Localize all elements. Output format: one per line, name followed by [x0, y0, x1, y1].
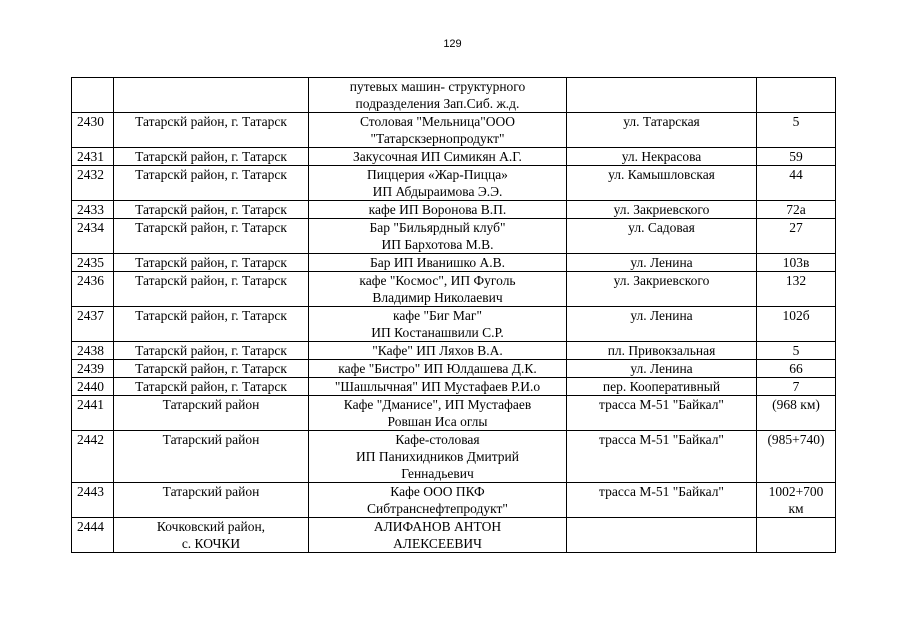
district-cell — [114, 113, 309, 148]
entry-number-cell — [72, 518, 114, 553]
street-cell — [567, 431, 757, 483]
district-line: Татарский район — [162, 432, 260, 447]
district-cell — [114, 396, 309, 431]
establishment-line: ИП Бархотова М.В. — [381, 237, 494, 252]
house-number-line — [759, 78, 833, 95]
establishment-line: Ровшан Иса оглы — [387, 414, 488, 429]
street-line: пл. Привокзальная — [607, 343, 716, 358]
establishment-line: Кафе-столовая — [395, 432, 480, 447]
establishment-line: Закусочная ИП Симикян А.Г. — [353, 149, 522, 164]
street-line: ул. Некрасова — [621, 149, 702, 164]
table-row — [72, 431, 836, 483]
entry-number: 2441 — [77, 397, 104, 412]
district-cell — [114, 342, 309, 360]
table-row — [72, 201, 836, 219]
table-row — [72, 166, 836, 201]
district-cell — [114, 166, 309, 201]
entry-number: 2432 — [77, 167, 104, 182]
house-number-cell — [757, 166, 836, 201]
establishment-line: ИП Панихидников Дмитрий — [356, 449, 519, 464]
table-row — [72, 148, 836, 166]
district-line: Татарскй район, г. Татарск — [135, 220, 287, 235]
district-line: Татарскй район, г. Татарск — [135, 114, 287, 129]
establishment-cell — [309, 483, 567, 518]
entry-number: 2431 — [77, 149, 104, 164]
establishment-cell — [309, 342, 567, 360]
establishment-line: Столовая "Мельница"ООО — [359, 114, 516, 129]
house-number-line: 1002+700 — [768, 484, 824, 499]
establishment-cell — [309, 378, 567, 396]
house-number-line: (968 км) — [772, 397, 820, 412]
entry-number: 2440 — [77, 379, 104, 394]
entry-number: 2430 — [77, 114, 104, 129]
street-cell — [567, 254, 757, 272]
district-line — [116, 78, 306, 95]
street-line: ул. Ленина — [630, 255, 693, 270]
street-line: ул. Садовая — [628, 220, 695, 235]
house-number-cell — [757, 254, 836, 272]
establishment-cell — [309, 431, 567, 483]
house-number-cell — [757, 219, 836, 254]
house-number-line: км — [788, 501, 804, 516]
house-number-line: 72а — [786, 202, 806, 217]
establishment-line: кафе ИП Воронова В.П. — [368, 202, 507, 217]
house-number-line: 102б — [782, 308, 810, 323]
house-number-cell — [757, 148, 836, 166]
establishment-cell — [309, 201, 567, 219]
street-line: ул. Закриевского — [613, 273, 710, 288]
street-line: ул. Татарская — [623, 114, 700, 129]
street-line: трасса М-51 "Байкал" — [599, 432, 724, 447]
district-cell — [114, 254, 309, 272]
entry-number-cell — [72, 148, 114, 166]
establishment-line: ИП Абдыраимова Э.Э. — [372, 184, 503, 199]
entry-number-cell — [72, 166, 114, 201]
district-line: Татарскй район, г. Татарск — [135, 343, 287, 358]
street-cell — [567, 518, 757, 553]
district-line: Татарскй район, г. Татарск — [135, 149, 287, 164]
establishment-cell — [309, 396, 567, 431]
entry-number: 2435 — [77, 255, 104, 270]
entry-number-cell — [72, 396, 114, 431]
establishment-line: ИП Костанашвили С.Р. — [371, 325, 504, 340]
establishment-line: Кафе ООО ПКФ — [390, 484, 485, 499]
district-cell — [114, 360, 309, 378]
district-cell — [114, 307, 309, 342]
district-line: Татарскй район, г. Татарск — [135, 379, 287, 394]
house-number-cell — [757, 378, 836, 396]
street-line: пер. Кооперативный — [602, 379, 721, 394]
district-cell — [114, 78, 309, 113]
establishment-cell — [309, 219, 567, 254]
entry-number: 2433 — [77, 202, 104, 217]
entry-number-cell — [72, 219, 114, 254]
table-row — [72, 378, 836, 396]
table-row — [72, 518, 836, 553]
house-number-cell — [757, 272, 836, 307]
table-row — [72, 396, 836, 431]
street-line: трасса М-51 "Байкал" — [599, 484, 724, 499]
street-line: ул. Ленина — [630, 308, 693, 323]
district-line: Татарскй район, г. Татарск — [135, 361, 287, 376]
establishment-line: Владимир Николаевич — [372, 290, 503, 305]
street-cell — [567, 78, 757, 113]
house-number-line: 5 — [792, 343, 800, 358]
street-line: ул. Ленина — [630, 361, 693, 376]
entry-number: 2436 — [77, 273, 104, 288]
register-body — [72, 78, 836, 553]
district-line: Татарскй район, г. Татарск — [135, 202, 287, 217]
district-cell — [114, 378, 309, 396]
house-number-line: 5 — [792, 114, 800, 129]
establishment-cell — [309, 360, 567, 378]
establishment-line: Пиццерия «Жар-Пицца» — [367, 167, 508, 182]
district-cell — [114, 201, 309, 219]
district-cell — [114, 148, 309, 166]
entry-number: 2444 — [77, 519, 104, 534]
house-number-line: 66 — [789, 361, 803, 376]
entry-number-cell — [72, 201, 114, 219]
table-row — [72, 360, 836, 378]
entry-number: 2438 — [77, 343, 104, 358]
page-number: 129 — [443, 38, 462, 50]
street-line — [569, 78, 754, 95]
establishment-cell — [309, 166, 567, 201]
street-cell — [567, 219, 757, 254]
house-number-line — [759, 518, 833, 535]
street-cell — [567, 342, 757, 360]
establishment-line: Бар ИП Иванишко А.В. — [369, 255, 506, 270]
establishment-line: АЛИФАНОВ АНТОН — [373, 519, 502, 534]
establishment-cell — [309, 254, 567, 272]
district-cell — [114, 518, 309, 553]
house-number-line: 44 — [789, 167, 803, 182]
establishment-line: Бар "Бильярдный клуб" — [369, 220, 506, 235]
establishment-cell — [309, 272, 567, 307]
house-number-line: (985+740) — [767, 432, 825, 447]
entry-number-cell — [72, 272, 114, 307]
district-line: Татарскй район, г. Татарск — [135, 167, 287, 182]
street-line: ул. Закриевского — [613, 202, 710, 217]
house-number-cell — [757, 483, 836, 518]
street-cell — [567, 272, 757, 307]
table-row — [72, 272, 836, 307]
table-row — [72, 307, 836, 342]
district-line: с. КОЧКИ — [181, 536, 241, 551]
house-number-line: 7 — [792, 379, 800, 394]
house-number-cell — [757, 113, 836, 148]
table-row — [72, 342, 836, 360]
entry-number — [77, 78, 111, 95]
table-row — [72, 219, 836, 254]
district-line: Татарскй район, г. Татарск — [135, 273, 287, 288]
street-cell — [567, 166, 757, 201]
street-cell — [567, 360, 757, 378]
district-cell — [114, 219, 309, 254]
establishment-line: "Татарскзернопродукт" — [370, 131, 505, 146]
street-line: трасса М-51 "Байкал" — [599, 397, 724, 412]
establishment-line: "Кафе" ИП Ляхов В.А. — [372, 343, 503, 358]
establishment-cell — [309, 307, 567, 342]
table-row — [72, 113, 836, 148]
district-cell — [114, 483, 309, 518]
entry-number-cell — [72, 78, 114, 113]
entry-number-cell — [72, 483, 114, 518]
establishment-cell — [309, 148, 567, 166]
house-number-cell — [757, 78, 836, 113]
house-number-line: 59 — [789, 149, 803, 164]
establishment-cell — [309, 78, 567, 113]
house-number-cell — [757, 396, 836, 431]
establishment-line: АЛЕКСЕЕВИЧ — [393, 536, 482, 551]
entry-number-cell — [72, 431, 114, 483]
district-line: Татарский район — [162, 397, 260, 412]
entry-number: 2443 — [77, 484, 104, 499]
entry-number-cell — [72, 307, 114, 342]
house-number-cell — [757, 201, 836, 219]
establishment-line: Кафе "Дманисе", ИП Мустафаев — [343, 397, 532, 412]
establishment-cell — [309, 113, 567, 148]
street-cell — [567, 483, 757, 518]
entry-number: 2437 — [77, 308, 104, 323]
establishment-line: кафе "Космос", ИП Фуголь — [359, 273, 516, 288]
district-cell — [114, 272, 309, 307]
district-line: Кочковский район, — [156, 519, 266, 534]
street-cell — [567, 201, 757, 219]
establishment-cell — [309, 518, 567, 553]
entry-number-cell — [72, 360, 114, 378]
entry-number-cell — [72, 113, 114, 148]
street-cell — [567, 396, 757, 431]
entry-number: 2442 — [77, 432, 104, 447]
district-cell — [114, 431, 309, 483]
district-line: Татарскй район, г. Татарск — [135, 255, 287, 270]
house-number-line: 132 — [785, 273, 807, 288]
street-line — [569, 518, 754, 535]
register-table — [71, 77, 836, 553]
entry-number-cell — [72, 378, 114, 396]
house-number-cell — [757, 518, 836, 553]
house-number-cell — [757, 342, 836, 360]
street-cell — [567, 113, 757, 148]
table-row — [72, 78, 836, 113]
district-line: Татарскй район, г. Татарск — [135, 308, 287, 323]
establishment-line: путевых машин- структурного — [349, 79, 526, 94]
establishment-line: "Шашлычная" ИП Мустафаев Р.И.о — [334, 379, 541, 394]
entry-number: 2439 — [77, 361, 104, 376]
establishment-line: Сибтранснефтепродукт" — [367, 501, 508, 516]
house-number-cell — [757, 360, 836, 378]
entry-number-cell — [72, 254, 114, 272]
house-number-line: 27 — [789, 220, 803, 235]
establishment-line: Геннадьевич — [401, 466, 474, 481]
house-number-line: 103в — [782, 255, 810, 270]
street-cell — [567, 148, 757, 166]
establishment-line: кафе "Бистро" ИП Юлдашева Д.К. — [338, 361, 537, 376]
district-line: Татарский район — [162, 484, 260, 499]
street-cell — [567, 378, 757, 396]
establishment-line: подразделения Зап.Сиб. ж.д. — [355, 96, 520, 111]
street-line: ул. Камышловская — [608, 167, 715, 182]
house-number-cell — [757, 431, 836, 483]
street-cell — [567, 307, 757, 342]
entry-number: 2434 — [77, 220, 104, 235]
table-row — [72, 254, 836, 272]
house-number-cell — [757, 307, 836, 342]
entry-number-cell — [72, 342, 114, 360]
table-row — [72, 483, 836, 518]
establishment-line: кафе "Биг Маг" — [393, 308, 482, 323]
